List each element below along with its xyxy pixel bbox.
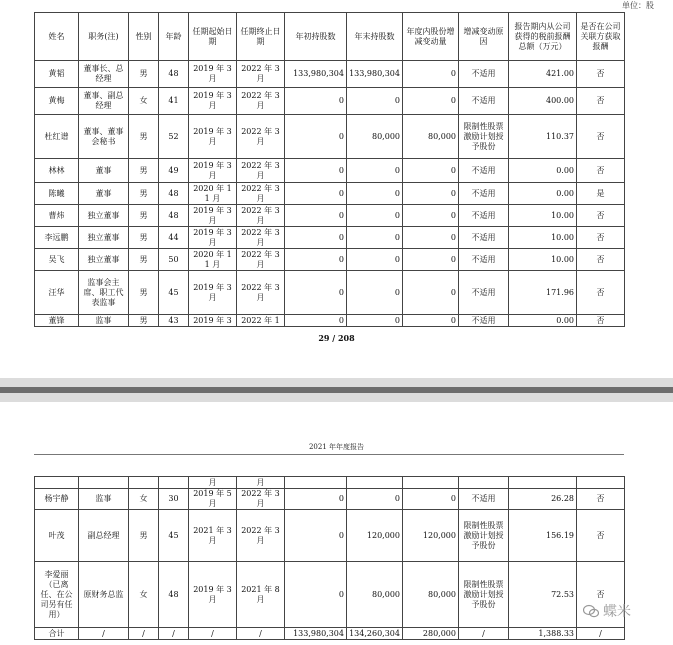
cell-change-reason: 不适用 bbox=[459, 489, 509, 510]
cell-related-pay: / bbox=[577, 628, 625, 640]
cell-name: 合计 bbox=[35, 628, 79, 640]
header-rule bbox=[34, 454, 624, 455]
cell-name bbox=[35, 477, 79, 489]
cell-term-start: 2019 年 3 月 bbox=[189, 159, 237, 183]
cell-change-reason: 不适用 bbox=[459, 61, 509, 88]
wechat-logo-icon bbox=[583, 604, 599, 618]
cell-title: 董事 bbox=[79, 159, 129, 183]
cell-age: 45 bbox=[159, 271, 189, 315]
cell-pay: 26.28 bbox=[509, 489, 577, 510]
cell-shares-change: 0 bbox=[403, 183, 459, 205]
cell-related-pay: 否 bbox=[577, 489, 625, 510]
cell-related-pay: 否 bbox=[577, 562, 625, 628]
cell-term-start: 2019 年 3 月 bbox=[189, 205, 237, 227]
cell-name: 汪华 bbox=[35, 271, 79, 315]
cell-name: 陈曦 bbox=[35, 183, 79, 205]
cell-shares-end: 80,000 bbox=[347, 562, 403, 628]
header-term-start: 任期起始日期 bbox=[189, 13, 237, 61]
watermark-label: 蝶米 bbox=[603, 604, 631, 620]
cell-term-end: 2022 年 1 bbox=[237, 315, 285, 327]
header-gender: 性别 bbox=[129, 13, 159, 61]
cell-related-pay bbox=[577, 477, 625, 489]
cell-gender: 男 bbox=[129, 183, 159, 205]
table-row bbox=[35, 115, 625, 159]
cell-pay: 72.53 bbox=[509, 562, 577, 628]
table-row bbox=[35, 489, 625, 510]
cell-shares-begin: 0 bbox=[285, 249, 347, 271]
cell-pay: 171.96 bbox=[509, 271, 577, 315]
cell-shares-begin bbox=[285, 477, 347, 489]
cell-pay: 0.00 bbox=[509, 183, 577, 205]
total-row bbox=[35, 628, 625, 640]
page-separator bbox=[0, 378, 673, 402]
cell-name: 黄梅 bbox=[35, 88, 79, 115]
cell-shares-begin: 0 bbox=[285, 183, 347, 205]
cell-shares-end: 0 bbox=[347, 271, 403, 315]
cell-gender: 女 bbox=[129, 562, 159, 628]
cell-name: 叶茂 bbox=[35, 510, 79, 562]
cell-pay: 421.00 bbox=[509, 61, 577, 88]
cell-term-start: 2020 年 11 月 bbox=[189, 249, 237, 271]
cell-pay bbox=[509, 477, 577, 489]
cell-gender: 男 bbox=[129, 315, 159, 327]
cell-title: 董事长、总经理 bbox=[79, 61, 129, 88]
cell-title: 副总经理 bbox=[79, 510, 129, 562]
cell-related-pay: 否 bbox=[577, 271, 625, 315]
header-name: 姓名 bbox=[35, 13, 79, 61]
cell-age: 45 bbox=[159, 510, 189, 562]
table-row bbox=[35, 61, 625, 88]
cell-shares-end bbox=[347, 477, 403, 489]
cell-title: 独立董事 bbox=[79, 249, 129, 271]
cell-age: 48 bbox=[159, 562, 189, 628]
cell-term-start: 2019 年 3 月 bbox=[189, 562, 237, 628]
cell-shares-change: 80,000 bbox=[403, 115, 459, 159]
cell-pay: 10.00 bbox=[509, 227, 577, 249]
cell-age: 52 bbox=[159, 115, 189, 159]
cell-term-start: / bbox=[189, 628, 237, 640]
cell-age: 41 bbox=[159, 88, 189, 115]
cell-pay: 400.00 bbox=[509, 88, 577, 115]
cell-shares-end: 0 bbox=[347, 183, 403, 205]
cell-related-pay: 否 bbox=[577, 205, 625, 227]
cell-term-end: 2022 年 3 月 bbox=[237, 183, 285, 205]
table-row bbox=[35, 510, 625, 562]
cell-shares-begin: 0 bbox=[285, 205, 347, 227]
cell-shares-end: 0 bbox=[347, 159, 403, 183]
cell-shares-end: 80,000 bbox=[347, 115, 403, 159]
cell-shares-begin: 0 bbox=[285, 227, 347, 249]
report-page-30 bbox=[0, 402, 673, 645]
cell-age: 44 bbox=[159, 227, 189, 249]
table-row bbox=[35, 227, 625, 249]
header-age: 年龄 bbox=[159, 13, 189, 61]
table-row bbox=[35, 271, 625, 315]
cell-change-reason: 不适用 bbox=[459, 227, 509, 249]
cell-term-end: 2022 年 3 月 bbox=[237, 510, 285, 562]
cell-term-start: 2019 年 3 月 bbox=[189, 271, 237, 315]
cell-age: / bbox=[159, 628, 189, 640]
cell-name: 林林 bbox=[35, 159, 79, 183]
header-shares-change: 年度内股份增减变动量 bbox=[403, 13, 459, 61]
table-row bbox=[35, 183, 625, 205]
cell-title bbox=[79, 477, 129, 489]
cell-age: 48 bbox=[159, 205, 189, 227]
cell-shares-begin: 133,980,304 bbox=[285, 61, 347, 88]
cell-change-reason: 不适用 bbox=[459, 183, 509, 205]
cell-shares-end: 134,260,304 bbox=[347, 628, 403, 640]
table-row bbox=[35, 249, 625, 271]
cell-title: 董事 bbox=[79, 183, 129, 205]
cell-shares-change: 0 bbox=[403, 271, 459, 315]
cell-term-start: 2019 年 3 月 bbox=[189, 115, 237, 159]
shareholding-table-page1 bbox=[34, 12, 625, 327]
cell-pay: 10.00 bbox=[509, 205, 577, 227]
cell-age bbox=[159, 477, 189, 489]
cell-shares-end: 0 bbox=[347, 489, 403, 510]
cell-shares-end: 0 bbox=[347, 315, 403, 327]
cell-shares-change: 0 bbox=[403, 315, 459, 327]
cell-shares-change: 0 bbox=[403, 61, 459, 88]
running-header: 2021 年年度报告 bbox=[308, 443, 365, 451]
watermark bbox=[583, 601, 631, 621]
cell-shares-change: 0 bbox=[403, 205, 459, 227]
table-row bbox=[35, 88, 625, 115]
cell-term-end: 2022 年 3 月 bbox=[237, 489, 285, 510]
cell-pay: 156.19 bbox=[509, 510, 577, 562]
cell-shares-begin: 0 bbox=[285, 562, 347, 628]
cell-name: 曹炜 bbox=[35, 205, 79, 227]
cell-title: 监事会主席、职工代表监事 bbox=[79, 271, 129, 315]
cell-gender: / bbox=[129, 628, 159, 640]
shareholding-table-page2 bbox=[34, 476, 625, 640]
cell-related-pay: 否 bbox=[577, 159, 625, 183]
cell-age: 30 bbox=[159, 489, 189, 510]
cell-shares-end: 0 bbox=[347, 227, 403, 249]
cell-shares-change: 280,000 bbox=[403, 628, 459, 640]
cell-name: 李远鹏 bbox=[35, 227, 79, 249]
cell-term-start: 2019 年 3 月 bbox=[189, 61, 237, 88]
cell-change-reason: 不适用 bbox=[459, 159, 509, 183]
table-row bbox=[35, 159, 625, 183]
cell-term-end: 月 bbox=[237, 477, 285, 489]
cell-shares-change: 0 bbox=[403, 159, 459, 183]
cell-related-pay: 否 bbox=[577, 61, 625, 88]
cell-shares-change: 0 bbox=[403, 227, 459, 249]
cell-related-pay: 是 bbox=[577, 183, 625, 205]
cell-term-start: 2019 年 5 月 bbox=[189, 489, 237, 510]
cell-pay: 0.00 bbox=[509, 159, 577, 183]
cell-shares-change: 120,000 bbox=[403, 510, 459, 562]
cell-term-start: 2020 年 11 月 bbox=[189, 183, 237, 205]
cell-age: 50 bbox=[159, 249, 189, 271]
cell-gender: 男 bbox=[129, 249, 159, 271]
cell-shares-begin: 0 bbox=[285, 159, 347, 183]
cell-gender: 男 bbox=[129, 271, 159, 315]
cell-term-start: 2021 年 3 月 bbox=[189, 510, 237, 562]
cell-shares-begin: 0 bbox=[285, 88, 347, 115]
cell-name: 董锋 bbox=[35, 315, 79, 327]
cell-title: 董事、副总经理 bbox=[79, 88, 129, 115]
cell-change-reason: 限制性股票激励计划授予股份 bbox=[459, 562, 509, 628]
cell-age: 48 bbox=[159, 61, 189, 88]
cell-shares-change: 0 bbox=[403, 249, 459, 271]
cell-age: 48 bbox=[159, 183, 189, 205]
cell-related-pay: 否 bbox=[577, 315, 625, 327]
cell-related-pay: 否 bbox=[577, 88, 625, 115]
cell-name: 李爱丽（已离任、在公司另有任用） bbox=[35, 562, 79, 628]
cell-change-reason: 不适用 bbox=[459, 205, 509, 227]
cell-shares-change bbox=[403, 477, 459, 489]
cell-gender: 男 bbox=[129, 115, 159, 159]
cell-related-pay: 否 bbox=[577, 510, 625, 562]
cell-gender: 女 bbox=[129, 489, 159, 510]
cell-term-start: 2019 年 3 月 bbox=[189, 227, 237, 249]
cell-name: 吴飞 bbox=[35, 249, 79, 271]
cell-change-reason: 不适用 bbox=[459, 271, 509, 315]
cell-related-pay: 否 bbox=[577, 115, 625, 159]
cell-shares-change: 0 bbox=[403, 489, 459, 510]
cell-pay: 110.37 bbox=[509, 115, 577, 159]
cell-age: 43 bbox=[159, 315, 189, 327]
cell-title: 董事、董事会秘书 bbox=[79, 115, 129, 159]
cell-shares-begin: 0 bbox=[285, 315, 347, 327]
cell-change-reason: 不适用 bbox=[459, 249, 509, 271]
cell-term-end: 2022 年 3 月 bbox=[237, 88, 285, 115]
cell-title: 监事 bbox=[79, 315, 129, 327]
cell-shares-end: 133,980,304 bbox=[347, 61, 403, 88]
cell-term-end: 2022 年 3 月 bbox=[237, 205, 285, 227]
header-shares-begin: 年初持股数 bbox=[285, 13, 347, 61]
cell-shares-begin: 0 bbox=[285, 510, 347, 562]
cell-gender bbox=[129, 477, 159, 489]
cell-pay: 10.00 bbox=[509, 249, 577, 271]
table-row bbox=[35, 315, 625, 327]
cell-term-end: 2022 年 3 月 bbox=[237, 271, 285, 315]
cell-pay: 1,388.33 bbox=[509, 628, 577, 640]
cell-shares-end: 120,000 bbox=[347, 510, 403, 562]
cell-change-reason: / bbox=[459, 628, 509, 640]
header-pay: 报告期内从公司获得的税前报酬总额（万元） bbox=[509, 13, 577, 61]
cell-age: 49 bbox=[159, 159, 189, 183]
cell-gender: 男 bbox=[129, 205, 159, 227]
cell-gender: 男 bbox=[129, 510, 159, 562]
table-header-row bbox=[35, 13, 625, 61]
cell-pay: 0.00 bbox=[509, 315, 577, 327]
cell-gender: 男 bbox=[129, 227, 159, 249]
cell-related-pay: 否 bbox=[577, 227, 625, 249]
cell-shares-begin: 0 bbox=[285, 489, 347, 510]
cell-term-end: 2022 年 3 月 bbox=[237, 227, 285, 249]
cell-change-reason: 限制性股票激励计划授予股份 bbox=[459, 510, 509, 562]
header-title: 职务(注) bbox=[79, 13, 129, 61]
cell-change-reason bbox=[459, 477, 509, 489]
header-shares-end: 年末持股数 bbox=[347, 13, 403, 61]
header-change-reason: 增减变动原因 bbox=[459, 13, 509, 61]
cell-shares-change: 80,000 bbox=[403, 562, 459, 628]
cell-shares-end: 0 bbox=[347, 249, 403, 271]
cell-term-end: 2022 年 3 月 bbox=[237, 61, 285, 88]
cell-term-start: 月 bbox=[189, 477, 237, 489]
cell-gender: 女 bbox=[129, 88, 159, 115]
cell-term-end: 2022 年 3 月 bbox=[237, 159, 285, 183]
cell-gender: 男 bbox=[129, 159, 159, 183]
cell-change-reason: 不适用 bbox=[459, 315, 509, 327]
cell-shares-begin: 0 bbox=[285, 271, 347, 315]
cell-term-start: 2019 年 3 bbox=[189, 315, 237, 327]
continuation-row bbox=[35, 477, 625, 489]
cell-shares-change: 0 bbox=[403, 88, 459, 115]
unit-note: 单位：股 bbox=[622, 1, 654, 10]
cell-title: 监事 bbox=[79, 489, 129, 510]
cell-name: 杜红谱 bbox=[35, 115, 79, 159]
cell-shares-begin: 133,980,304 bbox=[285, 628, 347, 640]
cell-change-reason: 不适用 bbox=[459, 88, 509, 115]
cell-change-reason: 限制性股票激励计划授予股份 bbox=[459, 115, 509, 159]
cell-title: / bbox=[79, 628, 129, 640]
cell-name: 黄韬 bbox=[35, 61, 79, 88]
table-row bbox=[35, 205, 625, 227]
cell-title: 原财务总监 bbox=[79, 562, 129, 628]
cell-term-start: 2019 年 3 月 bbox=[189, 88, 237, 115]
cell-term-end: 2021 年 8 月 bbox=[237, 562, 285, 628]
cell-shares-end: 0 bbox=[347, 88, 403, 115]
cell-term-end: 2022 年 3 月 bbox=[237, 115, 285, 159]
header-term-end: 任期终止日期 bbox=[237, 13, 285, 61]
cell-title: 独立董事 bbox=[79, 205, 129, 227]
cell-term-end: / bbox=[237, 628, 285, 640]
table-row bbox=[35, 562, 625, 628]
cell-shares-end: 0 bbox=[347, 205, 403, 227]
cell-shares-begin: 0 bbox=[285, 115, 347, 159]
cell-gender: 男 bbox=[129, 61, 159, 88]
page-number: 29 / 208 bbox=[318, 333, 355, 343]
cell-term-end: 2022 年 3 月 bbox=[237, 249, 285, 271]
cell-name: 杨宇静 bbox=[35, 489, 79, 510]
cell-related-pay: 否 bbox=[577, 249, 625, 271]
cell-title: 独立董事 bbox=[79, 227, 129, 249]
header-related-pay: 是否在公司关联方获取报酬 bbox=[577, 13, 625, 61]
